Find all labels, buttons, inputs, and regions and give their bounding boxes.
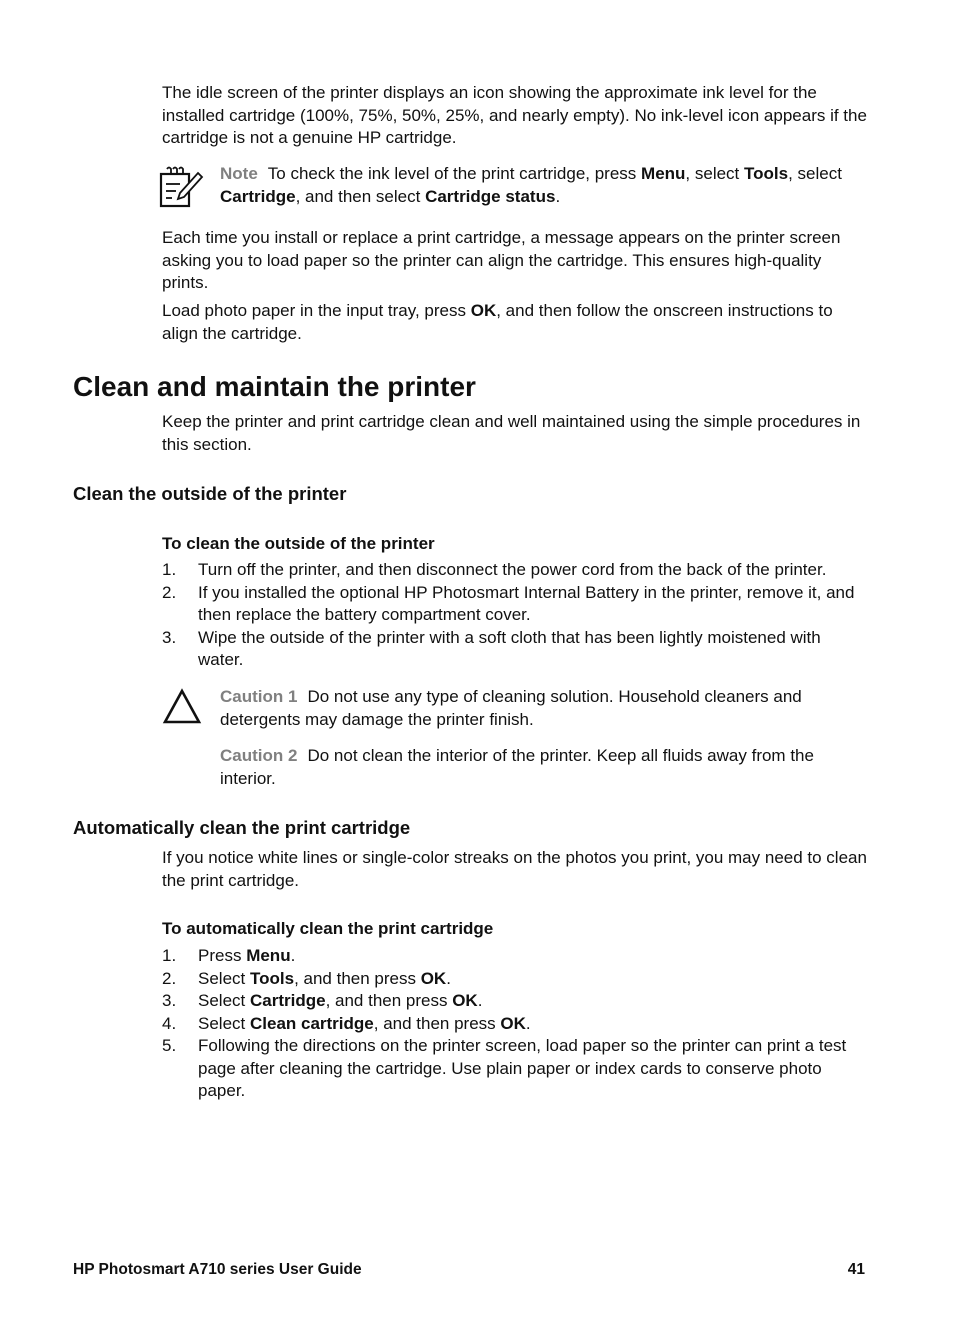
note-pad-icon [158, 165, 204, 216]
list-item: 5. Following the directions on the printer screen, load paper so the printer can print a test page after cleaning the cartridge. Use plain paper or index cards to conserve photo paper. [162, 1036, 847, 1100]
heading-clean-outside: Clean the outside of the printer [73, 483, 347, 504]
intro-paragraph-align: Each time you install or replace a print cartridge, a message appears on the printer screen asking you to load paper so the printer can align the cartridge. This ensures high-quality prints. [162, 228, 841, 292]
section-title: Clean and maintain the printer [73, 371, 476, 402]
section-intro: Keep the printer and print cartridge clean and well maintained using the simple procedures in this section. [162, 412, 861, 454]
list-item: 1. Press Menu. [162, 946, 296, 965]
auto-clean-intro: If you notice white lines or single-color streaks on the photos you print, you may need to clean the print cartridge. [162, 848, 867, 890]
caution-2-callout: Caution 2 Do not clean the interior of the printer. Keep all fluids away from the interior. [220, 746, 814, 788]
caution-2-label: Caution 2 [220, 746, 298, 765]
list-item: 2. Select Tools, and then press OK. [162, 968, 451, 988]
footer-page-number: 41 [847, 1261, 865, 1278]
footer-guide-title: HP Photosmart A710 series User Guide [73, 1261, 362, 1278]
intro-paragraph-ink-level: The idle screen of the printer displays an icon showing the approximate ink level for the installed cartridge (100%, 75%, 50%, 25%, and nearly empty). No ink-level icon appears if the cartridge is not a genuine HP cartridge. [162, 83, 867, 147]
list-item: 2. If you installed the optional HP Photosmart Internal Battery in the printer, remove it, and then replace the battery compartment cover. [162, 582, 855, 624]
note-callout: Note To check the ink level of the print cartridge, press Menu, select Tools, select Cartridge, and then select Cartridge status. [220, 164, 842, 206]
list-item: 1. Turn off the printer, and then disconnect the power cord from the back of the printer. [162, 560, 827, 579]
procedure-title-clean-outside: To clean the outside of the printer [162, 534, 435, 553]
warning-triangle-icon [162, 688, 202, 731]
list-item: 3. Wipe the outside of the printer with a soft cloth that has been lightly moistened with water. [162, 627, 821, 669]
note-label: Note [220, 164, 258, 183]
steps-auto-clean [162, 945, 868, 1103]
list-item: 3. Select Cartridge, and then press OK. [162, 991, 483, 1010]
heading-auto-clean: Automatically clean the print cartridge [73, 817, 411, 838]
procedure-title-auto-clean: To automatically clean the print cartridge [162, 919, 494, 938]
caution-1-callout: Caution 1 Do not use any type of cleaning solution. Household cleaners and detergents may damage the printer finish. [220, 687, 802, 729]
steps-clean-outside [162, 559, 868, 672]
list-item: 4. Select Clean cartridge, and then press OK. [162, 1013, 531, 1033]
caution-1-label: Caution 1 [220, 687, 298, 706]
intro-paragraph-load-paper: Load photo paper in the input tray, press OK, and then follow the onscreen instructions to align the cartridge. [162, 301, 833, 343]
